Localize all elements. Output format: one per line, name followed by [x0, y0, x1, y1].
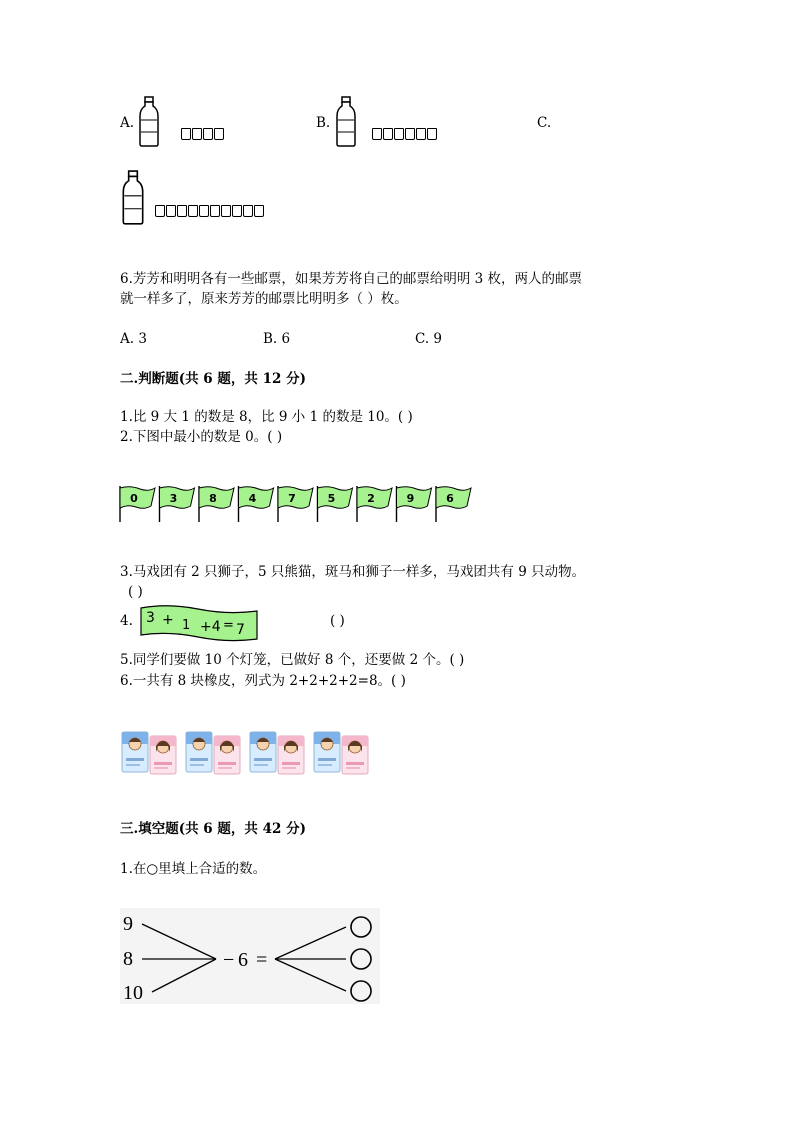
s2-q6: 6.一共有 8 块橡皮，列式为 2+2+2+2=8。( ) [120, 673, 406, 689]
cup-icon [181, 128, 191, 140]
expr-plus4: +4 [200, 619, 221, 635]
flag-number: 0 [130, 492, 138, 505]
flag [160, 486, 195, 522]
flag-number: 4 [248, 492, 257, 505]
q6-option-c: C. 9 [415, 331, 443, 347]
flag-number: 9 [406, 492, 415, 505]
left-number-8: 8 [123, 948, 133, 970]
flag [357, 486, 392, 522]
expr-3: 3 [146, 610, 155, 626]
expr-7: 7 [236, 622, 245, 638]
cup-icon [383, 128, 393, 140]
number-flags [118, 484, 478, 524]
flag [436, 486, 471, 522]
s2-q2: 2.下图中最小的数是 0。( ) [120, 429, 283, 445]
s2-q5: 5.同学们要做 10 个灯笼，已做好 8 个，还要做 2 个。( ) [120, 652, 465, 668]
s2-q3-line1: 3.马戏团有 2 只狮子，5 只熊猫，斑马和狮子一样多，马戏团共有 9 只动物。 [120, 564, 586, 580]
cup-icon [192, 128, 202, 140]
q6-line1: 6.芳芳和明明各有一些邮票，如果芳芳将自己的邮票给明明 3 枚，两人的邮票 [120, 271, 583, 287]
flag [239, 486, 274, 522]
cup-icon [210, 205, 220, 217]
cup-icon [166, 205, 176, 217]
cup-icon [199, 205, 209, 217]
s2-q1: 1.比 9 大 1 的数是 8，比 9 小 1 的数是 10。( ) [120, 409, 413, 425]
cup-icon [177, 205, 187, 217]
flag-number: 2 [367, 492, 375, 505]
flag [199, 486, 234, 522]
subtraction-diagram [120, 908, 380, 1004]
cup-icon [427, 128, 437, 140]
flag-number: 5 [327, 492, 336, 505]
cups-group-c [155, 205, 264, 217]
bottle-icon [335, 96, 357, 148]
flag [318, 486, 353, 522]
cup-icon [394, 128, 404, 140]
s3-q1: 1.在○里填上合适的数。 [120, 861, 267, 877]
expr-equals: = [223, 618, 234, 633]
eraser-pair [314, 732, 368, 774]
flag-number: 6 [446, 492, 454, 505]
bottle-icon [138, 96, 160, 148]
cup-icon [203, 128, 213, 140]
expr-plus1: + [162, 612, 174, 628]
flag [397, 486, 432, 522]
cups-group-b [372, 128, 437, 140]
q6-line2: 就一样多了，原来芳芳的邮票比明明多（ ）枚。 [120, 291, 408, 307]
operator-minus: − [223, 949, 235, 971]
flag-number: 7 [288, 492, 296, 505]
q6-option-a: A. 3 [120, 331, 147, 347]
cup-icon [232, 205, 242, 217]
option-b-label: B. [316, 115, 331, 131]
cup-icon [188, 205, 198, 217]
s2-q3-line2: ( ) [128, 584, 143, 600]
option-c-label: C. [537, 115, 552, 131]
q6-option-b: B. 6 [263, 331, 291, 347]
erasers-illustration [120, 722, 380, 778]
s2-q4-number: 4. [120, 613, 133, 629]
section3-heading: 三.填空题(共 6 题，共 42 分) [120, 821, 306, 837]
cup-icon [155, 205, 165, 217]
flag-number: 3 [169, 492, 178, 505]
expr-1: 1 [182, 618, 191, 633]
s2-q4-paren: ( ) [330, 613, 345, 629]
flag-number: 8 [209, 492, 217, 505]
cup-icon [405, 128, 415, 140]
flag [120, 486, 155, 522]
eraser-pair [250, 732, 304, 774]
left-number-9: 9 [123, 913, 133, 935]
bottle-icon [121, 170, 145, 226]
cup-icon [254, 205, 264, 217]
equation-banner [138, 605, 260, 643]
eraser-pair [122, 732, 176, 774]
cup-icon [221, 205, 231, 217]
option-a-label: A. [120, 115, 135, 131]
cup-icon [416, 128, 426, 140]
cup-icon [372, 128, 382, 140]
cup-icon [243, 205, 253, 217]
flag [278, 486, 313, 522]
cup-icon [214, 128, 224, 140]
equals-sign: = [256, 949, 268, 971]
cups-group-a [181, 128, 224, 140]
left-number-10: 10 [123, 982, 143, 1004]
eraser-pair [186, 732, 240, 774]
section2-heading: 二.判断题(共 6 题，共 12 分) [120, 371, 306, 387]
subtrahend-6: 6 [238, 949, 248, 971]
